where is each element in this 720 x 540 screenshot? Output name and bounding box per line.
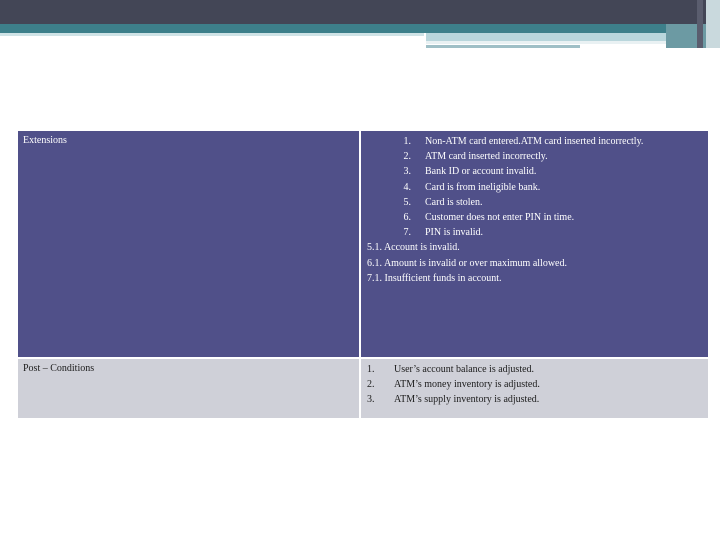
header-accent-band [0, 24, 720, 33]
post-conditions-row [18, 357, 708, 418]
sub-list-item: 5.1. Account is invalid. [367, 242, 460, 254]
header-corner-panel [706, 0, 720, 48]
list-item: 5. Card is stolen. [403, 196, 483, 208]
post-conditions-label: Post – Conditions [18, 359, 361, 418]
extensions-content [361, 131, 708, 357]
extensions-list [367, 134, 702, 240]
header-corner-stripe [697, 0, 703, 48]
header-band [0, 0, 720, 24]
post-conditions-list [367, 362, 702, 407]
extensions-sub-list [367, 240, 702, 286]
header-accent-line [0, 33, 424, 36]
header-tab-decoration-line [426, 41, 666, 44]
list-item: 4. Card is from ineligible bank. [403, 181, 541, 193]
list-item: 7. PIN is invalid. [403, 227, 484, 239]
list-item: 3. Bank ID or account invalid. [403, 166, 537, 178]
list-item: 6. Customer does not enter PIN in time. [403, 212, 575, 224]
extensions-label: Extensions [18, 131, 361, 357]
header-tab-decoration-underline [426, 45, 580, 48]
list-item: 2. ATM’s money inventory is adjusted. [367, 379, 540, 390]
list-item: 2. ATM card inserted incorrectly. [403, 151, 548, 163]
header-tab-decoration [426, 33, 666, 41]
list-item: 3. ATM’s supply inventory is adjusted. [367, 394, 540, 405]
sub-list-item: 7.1. Insufficient funds in account. [367, 272, 502, 284]
use-case-table [18, 131, 708, 418]
sub-list-item: 6.1. Amount is invalid or over maximum allowed. [367, 257, 567, 269]
list-item: 1. Non-ATM card entered.ATM card inserted incorrectly. [403, 136, 644, 147]
post-conditions-content [361, 359, 708, 418]
extensions-row [18, 131, 708, 357]
list-item: 1. User’s account balance is adjusted. [367, 364, 535, 375]
